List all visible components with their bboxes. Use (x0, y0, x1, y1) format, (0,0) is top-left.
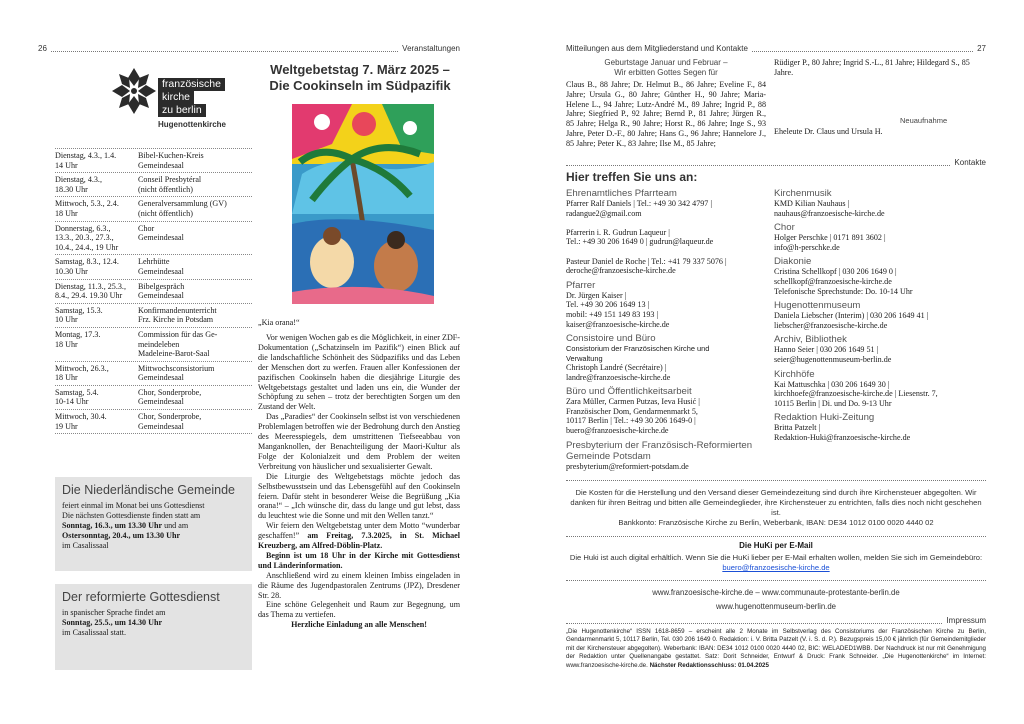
schedule-date: Mittwoch, 30.4. 19 Uhr (55, 412, 107, 431)
contact-details: Britta Patzelt | Redaktion-Huki@franzoesische-kirche.de (774, 423, 911, 442)
schedule-row (55, 410, 252, 434)
impressum-text (566, 628, 986, 670)
birthday-heading (566, 58, 766, 78)
contact-details: Daniela Liebscher (Interim) | 030 206 1649 41 | liebscher@franzoesische-kirche.de (774, 311, 929, 330)
costs-text: Die Kosten für die Herstellung und den Versand dieser Gemeindezeitung sind durch ihre Kirchensteuer abgegolten. Wir danken für ihren Beitrag und bitten alle Gemeindeglieder, ihre Kirchensteuer zu entrichten, falls dies noch nicht geschehen ist. (570, 488, 982, 517)
contacts-left-column (566, 184, 771, 471)
schedule-event: Konfirmandenunterricht Frz. Kirche in Potsdam (138, 305, 217, 325)
schedule-date: Samstag, 15.3. 10 Uhr (55, 305, 103, 325)
left-page-number: 26 (38, 44, 47, 53)
birthday-heading-2: Wir erbitten Gottes Segen für (614, 68, 718, 77)
schedule-row (55, 222, 252, 256)
contact-heading: Pfarrer (566, 279, 596, 291)
article-paragraph-1: Vor wenigen Wochen gab es die Möglichkeit, in einer ZDF-Dokumentation („Schatzinseln im Pazifik“) einen Blick auf die landschaftliche Schönheit des Südpazifiks und das Leben der Menschen dort zu werfen. Frauen aller Konfessionen der pazifischen Cookinseln haben die diesjährige Liturgie des Weltgebetstags gestaltet und laden uns ein, die Wunder der Schöpfung zu sehen – trotz der berechtigten Sorgen um den Zustand der Welt. (258, 333, 460, 412)
schedule-date: Donnerstag, 6.3., 13.3., 20.3., 27.3., 10.4., 24.4., 19 Uhr (55, 223, 119, 252)
dutch-box-line4: im Casalissaal (62, 541, 109, 550)
article-paragraph-3: Die Liturgie des Weltgebetstags möchte jedoch das Selbstbewusstsein und das Lebensgefühl auf den Cookinseln feiern. Dafür steht in besonderer Weise die Begrüßung „Kia orana!“ – „Ich wünsche dir, dass du lange und gut lebst, dass du leuchtest wie die Sonne und mit den Wellen tanzt.“ (258, 471, 460, 521)
divider-2 (566, 536, 986, 537)
schedule-row (55, 255, 252, 279)
kontakte-label: Kontakte (954, 158, 986, 167)
logo-subtitle: Hugenottenkirche (158, 120, 227, 129)
divider-3 (566, 580, 986, 581)
kontakte-dots (566, 165, 950, 166)
schedule-event: Generalversammlung (GV) (nicht öffentlich) (138, 199, 227, 218)
contact-block (774, 412, 986, 442)
neuaufnahme-heading: Neuaufnahme (900, 116, 948, 125)
contact-heading: Archiv, Bibliothek (774, 334, 847, 346)
article-invitation: Herzliche Einladung an alle Menschen! (291, 620, 427, 630)
schedule-row (55, 197, 252, 221)
contact-details: Zara Müller, Carmen Putzas, Ieva Husić | Französischer Dom, Gendarmenmarkt 5, 10117 Berlin | Tel.: +49 30 206 1649-0 | buero@franzoesische-kirche.de (566, 397, 700, 435)
schedule-row (55, 280, 252, 304)
article-paragraph-2: Das „Paradies“ der Cookinseln selbst ist von verschiedenen Problemlagen betroffen wie der Bedrohung durch den Anstieg des Meeresspiegels, dem umstrittenen Tiefseeabbau von Manganknollen, der Benachteiligung der Maori-Kultur als Folge der Kolonialzeit und dem Problem der weiten Verbreitung von häuslicher und sexualisierter Gewalt. (258, 412, 460, 471)
contact-details: Holger Perschke | 0171 891 3602 | info@h-perschke.de (774, 233, 886, 252)
schedule-event: Chor, Sonderprobe, Gemeindesaal (138, 412, 202, 431)
divider-1 (566, 480, 986, 481)
contacts-right-column (774, 184, 986, 443)
event-schedule (55, 148, 252, 434)
impressum-divider (566, 616, 986, 625)
email-link[interactable]: buero@franzoesische-kirche.de (722, 563, 830, 572)
schedule-row (55, 362, 252, 386)
church-logo (108, 64, 258, 142)
schedule-date: Dienstag, 4.3., 1.4. 14 Uhr (55, 151, 117, 170)
contact-block (566, 333, 771, 382)
artwork-caption: „Kia orana!“ (258, 318, 300, 327)
spanish-box-date: Sonntag, 25.5., um 14.30 Uhr (62, 618, 163, 627)
schedule-row (55, 386, 252, 410)
contact-details: Cristina Schellkopf | 030 206 1649 0 | schellkopf@franzoesische-kirche.de Telefonische Sprechstunde: Do. 10-14 Uhr (774, 267, 913, 296)
contact-block (566, 188, 771, 276)
contact-heading: Kirchenmusik (774, 188, 832, 199)
deadline: Nächster Redaktionsschluss: 01.04.2025 (649, 661, 769, 669)
impressum-body: „Die Hugenottenkirche“ ISSN 1618-8659 – erscheint alle 2 Monate im Selbstverlag des Consistoriums der Französischen Kirche zu Berlin, Gendarmenmarkt 5, 10117 Berlin, Tel. 030 206 1649 0. Redaktion: i. V. Britta Patzelt (V. i. S. d. P.). Bezugspreis 15,00 € jährlich (für Gemeindemitglieder mit der Kirchensteuer abgegolten). Weberbank: IBAN: DE34 1012 0100 0020 4440 02, BIC: WELADED1WBB. Der Nachdruck ist nur mit Genehmigung der Redaktion unter Quellenangabe gestattet. Satz: Dorit Schneider, Entwurf & Druck: Frank Schneider. „Die Hugenottenkirche“ im Internet: www.franzoesische-kirche.de. (566, 628, 986, 669)
schedule-event: Conseil Presbytéral (nicht öffentlich) (138, 175, 202, 194)
birthday-heading-1: Geburtstage Januar und Februar – (604, 58, 728, 67)
contact-subheading: Consistorium der Französischen Kirche und Verwaltung (566, 344, 710, 363)
right-page-number: 27 (977, 44, 986, 53)
right-section-label: Mitteilungen aus dem Mitgliederstand und Kontakte (566, 44, 748, 53)
impressum-label: Impressum (946, 616, 986, 625)
contact-heading: Consistoire und Büro (566, 333, 656, 345)
contact-heading: Kirchhöfe (774, 368, 815, 380)
schedule-event: Chor Gemeindesaal (138, 223, 184, 243)
schedule-event: Lehrhütte Gemeindesaal (138, 257, 184, 276)
contact-heading: Presbyterium der Französisch-Reformierten Gemeinde Potsdam (566, 439, 753, 462)
website-line-1[interactable]: www.franzoesische-kirche.de – www.communaute-protestante-berlin.de (652, 588, 900, 597)
contact-block (566, 280, 771, 329)
header-dots-right (752, 51, 973, 52)
left-section-label: Veranstaltungen (402, 44, 460, 53)
left-running-header (38, 44, 460, 53)
contact-details: Pfarrer Ralf Daniels | Tel.: +49 30 342 4797 | radangue2@gmail.com Pfarrerin i. R. Gudrun Laqueur | Tel.: +49 30 206 1649 0 | gudrun@laqueur.de Pasteur Daniel de Roche | Tel.: +41 79 337 5076 | deroche@franzoesische-kirche.de (566, 199, 727, 276)
article-title-line1: Weltgebetstag 7. März 2025 – (270, 62, 450, 77)
schedule-date: Mittwoch, 26.3., 18 Uhr (55, 363, 109, 383)
neuaufnahme-text: Eheleute Dr. Claus und Ursula H. (774, 127, 883, 136)
contact-details: Dr. Jürgen Kaiser | Tel. +49 30 206 1649 13 | mobil: +49 151 149 83 193 | kaiser@franzoesische-kirche.de (566, 290, 670, 329)
email-title: Die HuKi per E-Mail (739, 541, 813, 550)
contact-details: presbyterium@reformiert-potsdam.de (566, 461, 689, 471)
contact-block (774, 334, 986, 364)
dutch-congregation-box (55, 477, 252, 571)
contact-block (774, 300, 986, 330)
logo-line-3: zu berlin (158, 104, 206, 117)
birthday-list-continued: Rüdiger P., 80 Jahre; Ingrid S.-L., 81 Jahre; Hildegard S., 85 Jahre. (774, 58, 970, 77)
spanish-service-box (55, 584, 252, 670)
contact-block (774, 369, 986, 409)
spanish-box-line2: im Casalissaal statt. (62, 628, 127, 637)
contact-block (774, 222, 986, 252)
schedule-event: Commission für das Ge- meindeleben Madeleine-Barot-Saal (138, 329, 218, 359)
header-dots (51, 51, 398, 52)
article-paragraph-4 (258, 521, 460, 551)
contact-details: Hanno Seier | 030 206 1649 51 | seier@hugenottenmuseum-berlin.de (774, 345, 892, 364)
dutch-box-title: Die Niederländische Gemeinde (62, 483, 236, 497)
schedule-event: Chor, Sonderprobe, Gemeindesaal (138, 387, 202, 407)
spanish-box-title: Der reformierte Gottesdienst (62, 590, 220, 604)
email-note (566, 553, 986, 573)
article-paragraph-6: Anschließend wird zu einem kleinen Imbiss eingeladen in die Räume des Jugendpastoralen Zentrums (JPZ), Dresdener Str. 28. (258, 570, 460, 600)
dutch-box-line1: feiert einmal im Monat bei uns Gottesdienst (62, 501, 205, 510)
article-title-line2: Die Cookinseln im Südpazifik (269, 78, 451, 93)
schedule-date: Samstag, 8.3., 12.4. 10.30 Uhr (55, 257, 119, 276)
schedule-date: Dienstag, 11.3., 25.3., 8.4., 29.4. 19.30 Uhr (55, 281, 126, 301)
logo-line-2: kirche (158, 91, 194, 104)
article-body (258, 333, 460, 630)
birthday-list: Claus B., 88 Jahre; Dr. Helmut B., 86 Jahre; Eveline F., 84 Jahre; Ursula G., 80 Jahre; Günther H., 90 Jahre; Maria-Helene L., 94 Jahre; Lutz-André M., 89 Jahre; Ingrid P., 88 Jahre; Siegfried P., 92 Jahre; Bernd P., 81 Jahre; Jürgen R., 85 Jahre; Helga R., 90 Jahre; Horst R., 86 Jahre; Inge S., 93 Jahre, Peter D.-F., 80 Jahre; Hans G., 96 Jahre; Hannelore J., 85 Jahre; Peter K., 83 Jahre; Ilse M., 85 Jahre; (566, 80, 766, 148)
article-date-place: am Freitag, 7.3.2025, in St. Michael Kreuzberg, am Alfred-Döblin-Platz. (258, 531, 460, 551)
email-text: Die Huki ist auch digital erhältlich. Wenn Sie die HuKi lieber per E-Mail erhalten wollen, melden Sie sich im Gemeindebüro: (569, 553, 983, 562)
dutch-box-line3: und am (162, 521, 189, 530)
bank-details: Bankkonto: Französische Kirche zu Berlin, Weberbank, IBAN: DE34 1012 0100 0020 4440 02 (618, 518, 934, 527)
contact-block (774, 188, 986, 218)
contact-details: Kai Mattuschka | 030 206 1649 30 | kirchhoefe@franzoesische-kirche.de | Liesenstr. 7, 10115 Berlin | Di. und Do. 9-13 Uhr (774, 379, 938, 408)
impressum-dots (566, 623, 942, 624)
article-paragraph-5: Beginn ist um 18 Uhr in der Kirche mit Gottesdienst und Länderinformation. (258, 550, 460, 570)
dutch-box-date2: Ostersonntag, 20.4., um 13.30 Uhr (62, 531, 181, 540)
costs-note (566, 488, 986, 528)
schedule-row (55, 328, 252, 362)
contact-details: KMD Kilian Nauhaus | nauhaus@franzoesische-kirche.de (774, 199, 885, 218)
right-running-header (566, 44, 986, 53)
contact-heading: Redaktion Huki-Zeitung (774, 412, 875, 424)
contact-heading: Hugenottenmuseum (774, 300, 861, 312)
schedule-row (55, 149, 252, 173)
contact-heading: Chor (774, 222, 795, 234)
schedule-date: Samstag, 5.4. 10-14 Uhr (55, 387, 99, 407)
dutch-box-date1: Sonntag, 16.3., um 13.30 Uhr (62, 521, 163, 530)
schedule-event: Mittwochsconsistorium Gemeindesaal (138, 363, 215, 383)
article-title (260, 62, 460, 94)
schedule-event: Bibel-Kuchen-Kreis Gemeindesaal (138, 151, 204, 170)
spanish-box-line1: in spanischer Sprache findet am (62, 608, 166, 617)
article-motto: Wir feiern den Weltgebetstag unter dem Motto “wunderbar geschaffen!” (258, 521, 460, 541)
schedule-row (55, 304, 252, 328)
contacts-title: Hier treffen Sie uns an: (566, 170, 698, 184)
schedule-event: Bibelgespräch Gemeindesaal (138, 281, 185, 301)
schedule-date: Dienstag, 4.3., 18.30 Uhr (55, 175, 102, 194)
contact-heading: Ehrenamtliches Pfarrteam (566, 188, 677, 199)
contact-block (566, 440, 771, 472)
contact-heading: Büro und Öffentlichkeitsarbeit (566, 386, 692, 398)
huguenot-cross-icon (110, 66, 158, 116)
schedule-row (55, 173, 252, 197)
weltgebetstag-artwork (292, 104, 434, 304)
contact-details: Christoph Landré (Secrétaire) | landre@franzoesische-kirche.de (566, 362, 671, 382)
logo-line-1: französische (158, 78, 225, 91)
website-line-2[interactable]: www.hugenottenmuseum-berlin.de (715, 602, 837, 611)
contact-heading: Diakonie (774, 256, 812, 268)
schedule-date: Montag, 17.3. 18 Uhr (55, 329, 101, 349)
schedule-date: Mittwoch, 5.3., 2.4. 18 Uhr (55, 199, 119, 218)
contact-block (566, 386, 771, 435)
dutch-box-line2: Die nächsten Gottesdienste finden statt am (62, 511, 201, 520)
contact-block (774, 256, 986, 296)
kontakte-divider (566, 158, 986, 167)
article-paragraph-7: Eine schöne Gelegenheit und Raum zur Begegnung, um das Thema zu vertiefen. (258, 600, 460, 620)
